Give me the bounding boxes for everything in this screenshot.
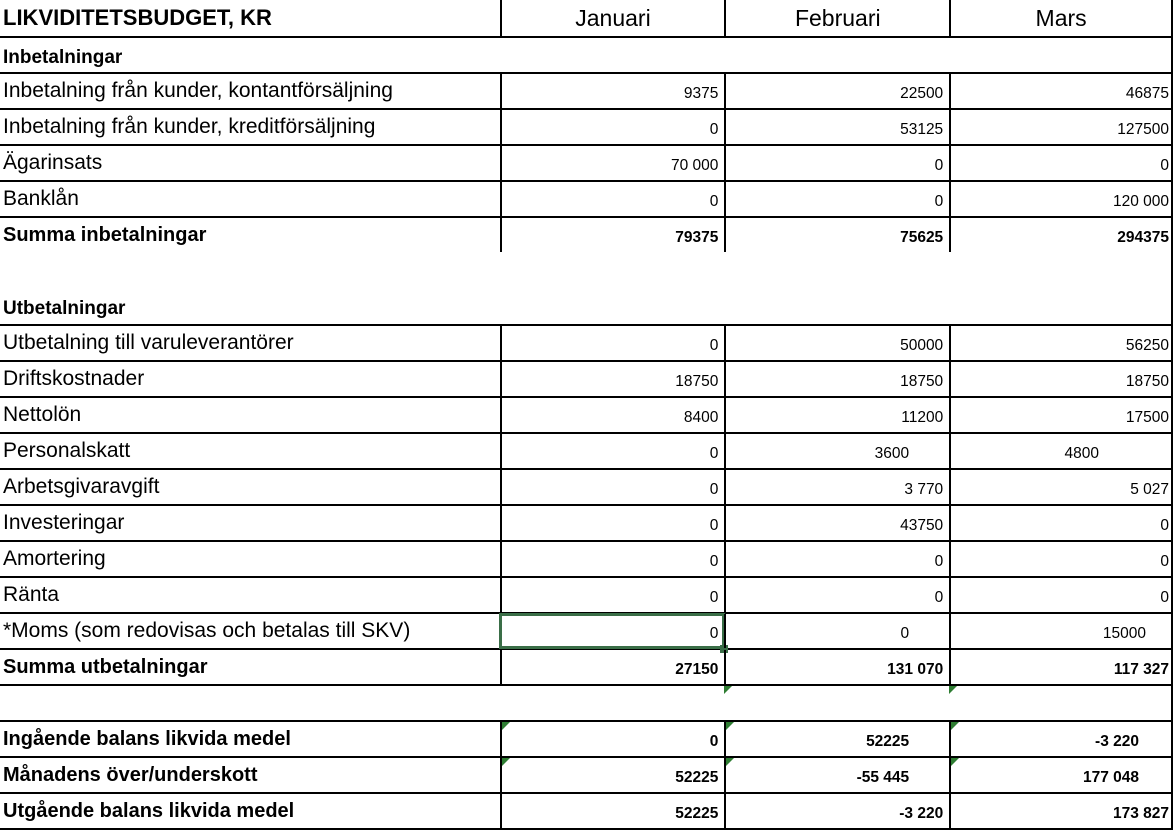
month-header-januari[interactable]: Januari (500, 0, 725, 36)
value-cell-februari[interactable]: 50000 (724, 326, 949, 360)
section-label[interactable]: Inbetalningar (3, 47, 123, 68)
value-cell-januari[interactable]: 0 (500, 110, 725, 144)
value-cell-februari[interactable]: 52225 (724, 722, 949, 756)
row-label[interactable]: *Moms (som redovisas och betalas till SKV) (3, 619, 411, 642)
month-header-mars[interactable]: Mars (949, 0, 1171, 36)
value-cell-februari[interactable]: 0 (724, 146, 949, 180)
value-cell-februari[interactable] (724, 686, 949, 720)
value-cell-mars[interactable] (949, 252, 1171, 288)
value-cell-mars[interactable]: 120 000 (949, 182, 1171, 216)
row-label[interactable]: Utgående balans likvida medel (3, 799, 295, 822)
table-row (0, 432, 1171, 468)
table-row (0, 108, 1171, 144)
month-header-februari[interactable]: Februari (724, 0, 949, 36)
value-cell-januari[interactable] (500, 252, 725, 288)
value-cell-mars[interactable] (949, 288, 1171, 324)
value-cell-februari[interactable]: 0 (724, 542, 949, 576)
value-cell-mars[interactable] (949, 686, 1171, 720)
value-cell-mars[interactable]: 173 827 (949, 794, 1171, 828)
section-header-row (0, 288, 1171, 324)
value-cell-februari[interactable]: 75625 (724, 218, 949, 252)
table-row (0, 648, 1171, 684)
row-label[interactable]: Arbetsgivaravgift (3, 475, 160, 498)
value-cell-februari[interactable]: 18750 (724, 362, 949, 396)
row-label[interactable]: Banklån (3, 187, 79, 210)
row-label[interactable]: Nettolön (3, 403, 82, 426)
table-row (0, 396, 1171, 432)
row-label[interactable]: Summa inbetalningar (3, 223, 207, 246)
value-cell-januari[interactable]: 27150 (500, 650, 725, 684)
row-label[interactable]: Inbetalning från kunder, kontantförsäljning (3, 79, 393, 102)
row-label[interactable]: Personalskatt (3, 439, 131, 462)
value-cell-januari[interactable] (500, 38, 725, 72)
value-cell-mars[interactable] (949, 38, 1171, 72)
value-cell-februari[interactable]: 43750 (724, 506, 949, 540)
value-cell-januari[interactable]: 0 (500, 722, 725, 756)
table-row (0, 468, 1171, 504)
section-header-row (0, 36, 1171, 72)
row-label[interactable]: Utbetalning till varuleverantörer (3, 331, 294, 354)
sheet-title[interactable]: LIKVIDITETSBUDGET, KR (3, 5, 272, 30)
value-cell-mars[interactable]: 0 (949, 542, 1171, 576)
row-label[interactable]: Ränta (3, 583, 60, 606)
value-cell-januari[interactable] (500, 288, 725, 324)
value-cell-februari[interactable]: 22500 (724, 74, 949, 108)
row-label[interactable]: Investeringar (3, 511, 125, 534)
value-cell-februari[interactable]: 53125 (724, 110, 949, 144)
row-label[interactable]: Månadens över/underskott (3, 763, 258, 786)
table-row (0, 72, 1171, 108)
value-cell-mars[interactable]: 127500 (949, 110, 1171, 144)
value-cell-mars[interactable]: 0 (949, 146, 1171, 180)
header-row (0, 0, 1171, 36)
value-cell-februari[interactable] (724, 38, 949, 72)
table-row (0, 144, 1171, 180)
value-cell-mars[interactable]: 18750 (949, 362, 1171, 396)
row-label[interactable]: Inbetalning från kunder, kreditförsäljning (3, 115, 376, 138)
value-cell-februari[interactable]: 3600 (724, 434, 949, 468)
value-cell-februari[interactable]: 0 (724, 614, 949, 648)
value-cell-februari[interactable]: 3 770 (724, 470, 949, 504)
table-row (0, 540, 1171, 576)
blank-row (0, 252, 1171, 288)
value-cell-januari[interactable]: 52225 (500, 794, 725, 828)
table-row (0, 612, 1171, 648)
value-cell-januari[interactable]: 52225 (500, 758, 725, 792)
row-label[interactable]: Ingående balans likvida medel (3, 727, 291, 750)
value-cell-februari[interactable]: 131 070 (724, 650, 949, 684)
blank-row (0, 684, 1171, 720)
row-label[interactable]: Driftskostnader (3, 367, 145, 390)
value-cell-mars[interactable]: 294375 (949, 218, 1171, 252)
table-row (0, 576, 1171, 612)
value-cell-mars[interactable]: 0 (949, 506, 1171, 540)
value-cell-mars[interactable]: 0 (949, 578, 1171, 612)
value-cell-januari[interactable]: 0 (500, 542, 725, 576)
value-cell-mars[interactable]: 5 027 (949, 470, 1171, 504)
row-label[interactable]: Amortering (3, 547, 106, 570)
value-cell-mars[interactable]: 17500 (949, 398, 1171, 432)
value-cell-februari[interactable]: 0 (724, 578, 949, 612)
value-cell-februari[interactable] (724, 252, 949, 288)
value-cell-februari[interactable]: -3 220 (724, 794, 949, 828)
row-label[interactable]: Summa utbetalningar (3, 655, 208, 678)
selected-cell[interactable]: 0 (500, 614, 725, 648)
value-cell-mars[interactable]: 15000 (949, 614, 1171, 648)
table-row (0, 720, 1171, 756)
row-label[interactable] (0, 252, 500, 288)
section-label[interactable]: Utbetalningar (3, 298, 126, 319)
value-cell-mars[interactable]: 56250 (949, 326, 1171, 360)
table-row (0, 216, 1171, 252)
value-cell-januari[interactable]: 0 (500, 434, 725, 468)
value-cell-januari[interactable]: 0 (500, 506, 725, 540)
value-cell-mars[interactable]: 4800 (949, 434, 1171, 468)
value-cell-januari[interactable]: 0 (500, 470, 725, 504)
value-cell-februari[interactable] (724, 288, 949, 324)
value-cell-januari[interactable]: 9375 (500, 74, 725, 108)
value-cell-mars[interactable]: 177 048 (949, 758, 1171, 792)
value-cell-januari[interactable]: 0 (500, 326, 725, 360)
value-cell-januari[interactable]: 18750 (500, 362, 725, 396)
value-cell-januari[interactable]: 8400 (500, 398, 725, 432)
value-cell-januari[interactable]: 70 000 (500, 146, 725, 180)
value-cell-februari[interactable]: -55 445 (724, 758, 949, 792)
row-label[interactable]: Ägarinsats (3, 151, 103, 174)
table-row (0, 756, 1171, 792)
table-row (0, 360, 1171, 396)
value-cell-mars[interactable]: 117 327 (949, 650, 1171, 684)
value-cell-februari[interactable]: 0 (724, 182, 949, 216)
table-row (0, 504, 1171, 540)
value-cell-januari[interactable]: 0 (500, 182, 725, 216)
value-cell-januari[interactable]: 0 (500, 578, 725, 612)
value-cell-januari[interactable] (500, 686, 725, 720)
table-row (0, 180, 1171, 216)
row-label[interactable] (0, 686, 500, 720)
table-row (0, 324, 1171, 360)
value-cell-februari[interactable]: 11200 (724, 398, 949, 432)
value-cell-januari[interactable]: 79375 (500, 218, 725, 252)
value-cell-mars[interactable]: 46875 (949, 74, 1171, 108)
table-row (0, 792, 1171, 828)
value-cell-mars[interactable]: -3 220 (949, 722, 1171, 756)
